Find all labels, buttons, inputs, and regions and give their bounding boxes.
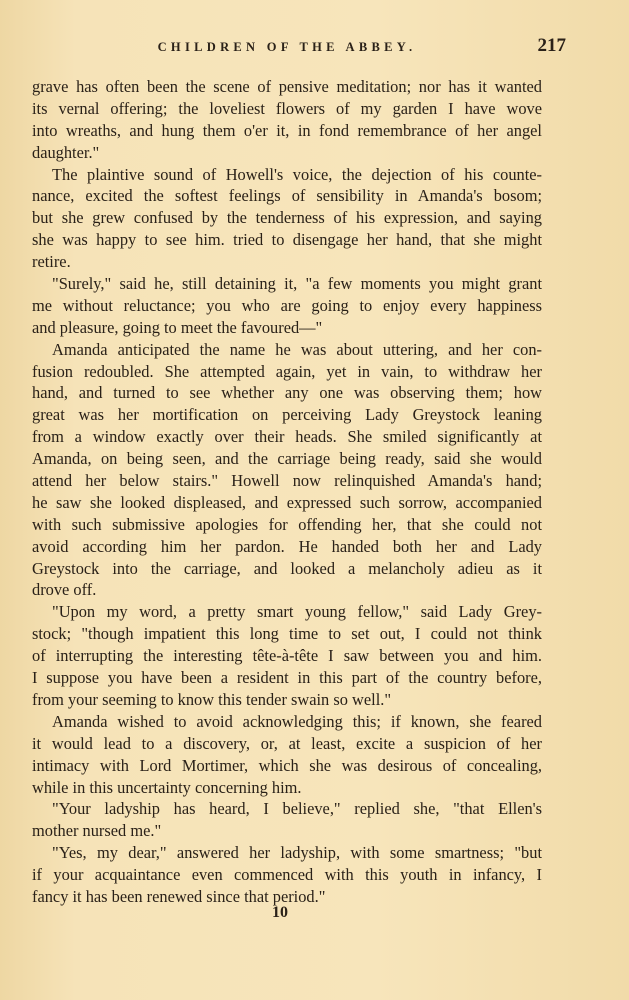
text-line: he saw she looked displeased, and expressed such sorrow, accompanied: [32, 492, 542, 512]
text-line: it would lead to a discovery, or, at least, excite a suspicion of her: [32, 733, 542, 753]
text-line: she was happy to see him. tried to disengage her hand, that she might: [32, 230, 542, 250]
text-line: of interrupting the interesting tête-à-tête I saw between you and him.: [32, 646, 542, 666]
text-line: but she grew confused by the tenderness of his expression, and saying: [32, 208, 542, 228]
text-line: its vernal offering; the loveliest flowers of my garden I have wove: [32, 98, 542, 118]
text-line: "Yes, my dear," answered her ladyship, with some smartness; "but: [52, 843, 542, 863]
text-line: "Your ladyship has heard, I believe," replied she, "that Ellen's: [52, 799, 542, 819]
text-line: fancy it has been renewed since that period.": [32, 886, 326, 906]
text-line: stock; "though impatient this long time to set out, I could not think: [32, 624, 542, 644]
text-line: and pleasure, going to meet the favoured—": [32, 317, 323, 337]
text-line: avoid according him her pardon. He handed both her and Lady: [32, 536, 542, 556]
text-line: into wreaths, and hung them o'er it, in fond remembrance of her angel: [32, 120, 542, 140]
text-line: hand, and turned to see whether any one was observing them; how: [32, 383, 542, 403]
text-line: nance, excited the softest feelings of sensibility in Amanda's bosom;: [32, 186, 542, 206]
body-text: [32, 76, 542, 908]
text-line: fusion redoubled. She attempted again, yet in vain, to withdraw her: [32, 361, 542, 381]
page-number: 217: [537, 35, 566, 56]
text-line: Amanda wished to avoid acknowledging this; if known, she feared: [52, 711, 542, 731]
text-line: grave has often been the scene of pensive meditation; nor has it wanted: [32, 77, 542, 96]
text-line: The plaintive sound of Howell's voice, the dejection of his counte-: [52, 164, 542, 184]
text-line: if your acquaintance even commenced with this youth in infancy, I: [32, 865, 542, 885]
text-line: "Upon my word, a pretty smart young fellow," said Lady Grey-: [52, 602, 542, 622]
text-line: attend her below stairs." Howell now relinquished Amanda's hand;: [32, 471, 542, 491]
text-line: Amanda, on being seen, and the carriage being ready, said she would: [32, 449, 542, 469]
text-line: "Surely," said he, still detaining it, "a few moments you might grant: [52, 274, 542, 294]
text-line: I suppose you have been a resident in this part of the country before,: [32, 668, 542, 688]
text-line: Greystock into the carriage, and looked a melancholy adieu as it: [32, 558, 542, 578]
text-line: from a window exactly over their heads. She smiled significantly at: [32, 427, 542, 447]
running-title: CHILDREN OF THE ABBEY.: [157, 40, 417, 54]
text-line: mother nursed me.": [32, 821, 162, 841]
text-line: great was her mortification on perceiving Lady Greystock leaning: [32, 405, 542, 425]
text-line: retire.: [32, 252, 71, 272]
text-line: with such submissive apologies for offending her, that she could not: [32, 514, 542, 534]
text-line: from your seeming to know this tender swain so well.": [32, 689, 392, 709]
text-line: daughter.": [32, 142, 100, 162]
text-line: Amanda anticipated the name he was about uttering, and her con-: [52, 339, 542, 359]
text-line: drove off.: [32, 580, 97, 600]
text-line: me without reluctance; you who are going to enjoy every happiness: [32, 295, 542, 315]
text-line: while in this uncertainty concerning him.: [32, 777, 302, 797]
signature-mark: 10: [272, 904, 288, 921]
text-line: intimacy with Lord Mortimer, which she was desirous of concealing,: [32, 755, 542, 775]
